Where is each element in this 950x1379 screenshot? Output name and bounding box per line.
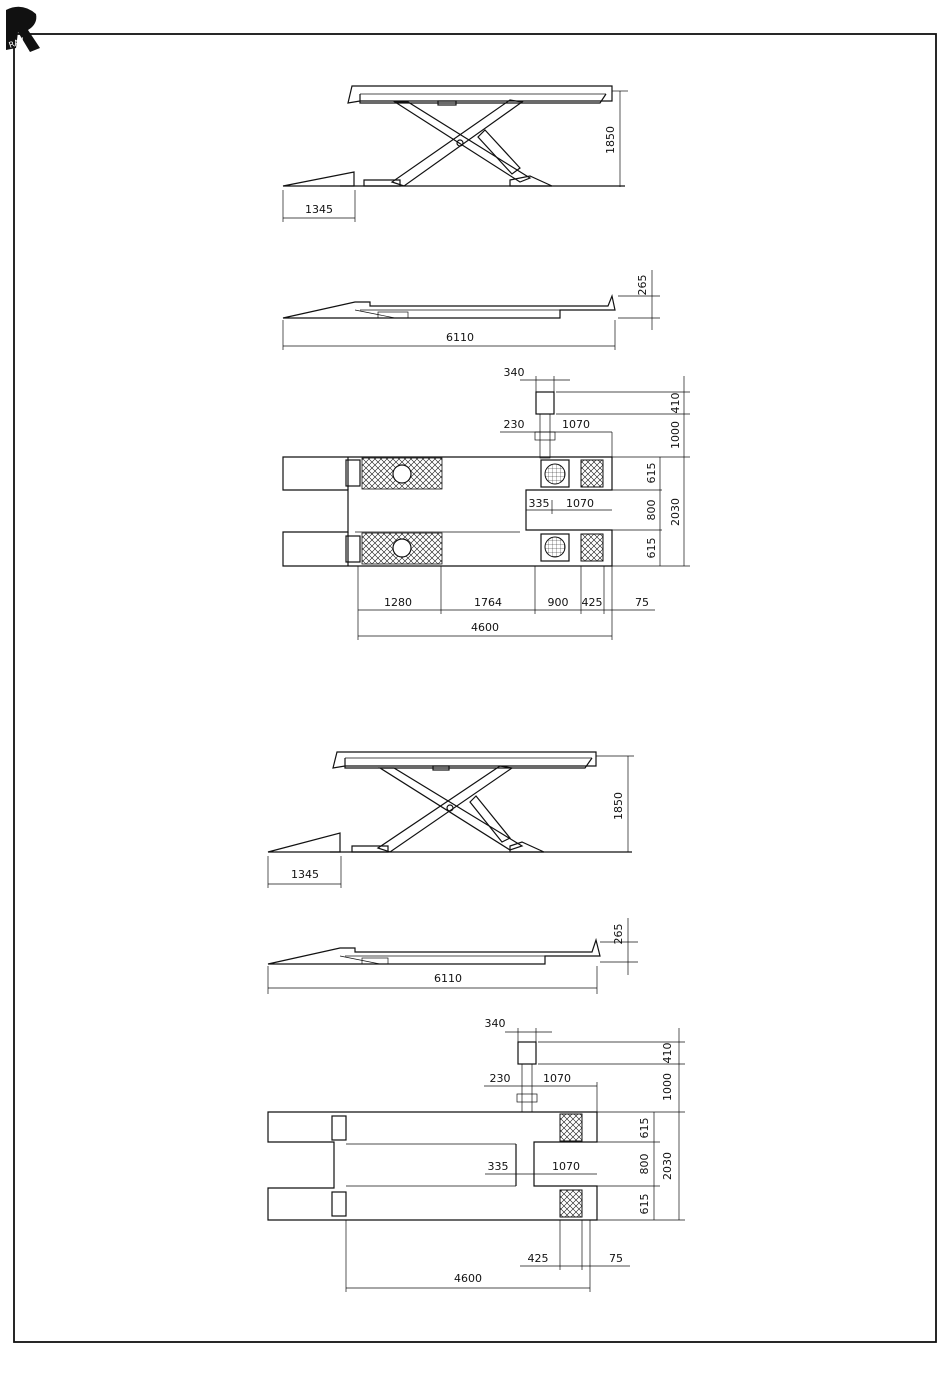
dim-seg5-b: 75 bbox=[609, 1252, 623, 1265]
dim-runway-width: 615 bbox=[645, 462, 658, 484]
dim-inner-offset-b: 335 bbox=[487, 1160, 509, 1173]
dim-runway-width-b: 615 bbox=[638, 1117, 651, 1139]
dim-height: 1850 bbox=[604, 126, 617, 154]
bottom-low-view bbox=[268, 940, 600, 964]
dim-total-width: 2030 bbox=[669, 498, 682, 526]
dim-arm-length: 1070 bbox=[562, 418, 590, 431]
page-frame bbox=[14, 34, 936, 1342]
dim-length: 6110 bbox=[446, 331, 474, 344]
dim-arm-offset: 230 bbox=[503, 418, 525, 431]
dim-console-dist: 1000 bbox=[669, 421, 682, 449]
dim-runway-width-2: 615 bbox=[645, 537, 658, 559]
dim-height-b: 1850 bbox=[612, 792, 625, 820]
dim-inner-length-b: 1070 bbox=[552, 1160, 580, 1173]
dim-total-length-b: 4600 bbox=[454, 1272, 482, 1285]
dim-length-b: 6110 bbox=[434, 972, 462, 985]
dim-gap: 800 bbox=[645, 499, 658, 521]
bottom-side-view bbox=[268, 752, 632, 852]
dim-seg3: 900 bbox=[547, 596, 569, 609]
dim-total-width-b: 2030 bbox=[661, 1152, 674, 1180]
dim-total-length: 4600 bbox=[471, 621, 499, 634]
dim-low-height-b: 265 bbox=[612, 923, 625, 945]
dim-console-width-b: 340 bbox=[484, 1017, 506, 1030]
svg-text:RAV: RAV bbox=[7, 36, 26, 50]
dim-console-width: 340 bbox=[503, 366, 525, 379]
dim-seg4-b: 425 bbox=[527, 1252, 549, 1265]
ravaglioli-logo-icon bbox=[6, 7, 40, 52]
top-low-view bbox=[283, 296, 615, 318]
dim-ramp-b: 1345 bbox=[291, 868, 319, 881]
dim-inner-offset: 335 bbox=[528, 497, 550, 510]
dim-gap-b: 800 bbox=[638, 1153, 651, 1175]
dim-seg1: 1280 bbox=[384, 596, 412, 609]
dim-console-depth-b: 410 bbox=[661, 1042, 674, 1064]
dim-console-dist-b: 1000 bbox=[661, 1073, 674, 1101]
top-side-dimensions bbox=[283, 91, 628, 222]
dim-ramp: 1345 bbox=[305, 203, 333, 216]
dim-seg2: 1764 bbox=[474, 596, 502, 609]
dim-seg5: 75 bbox=[635, 596, 649, 609]
dim-seg4: 425 bbox=[581, 596, 603, 609]
dim-console-depth: 410 bbox=[669, 392, 682, 414]
dim-low-height: 265 bbox=[636, 274, 649, 296]
dim-arm-length-b: 1070 bbox=[543, 1072, 571, 1085]
top-side-view bbox=[283, 86, 625, 186]
bottom-side-dimensions bbox=[268, 756, 634, 888]
dim-runway-width-2-b: 615 bbox=[638, 1193, 651, 1215]
top-plan-dimensions bbox=[358, 366, 690, 640]
bottom-plan-view bbox=[268, 1042, 597, 1220]
dim-arm-offset-b: 230 bbox=[489, 1072, 511, 1085]
dim-inner-length: 1070 bbox=[566, 497, 594, 510]
